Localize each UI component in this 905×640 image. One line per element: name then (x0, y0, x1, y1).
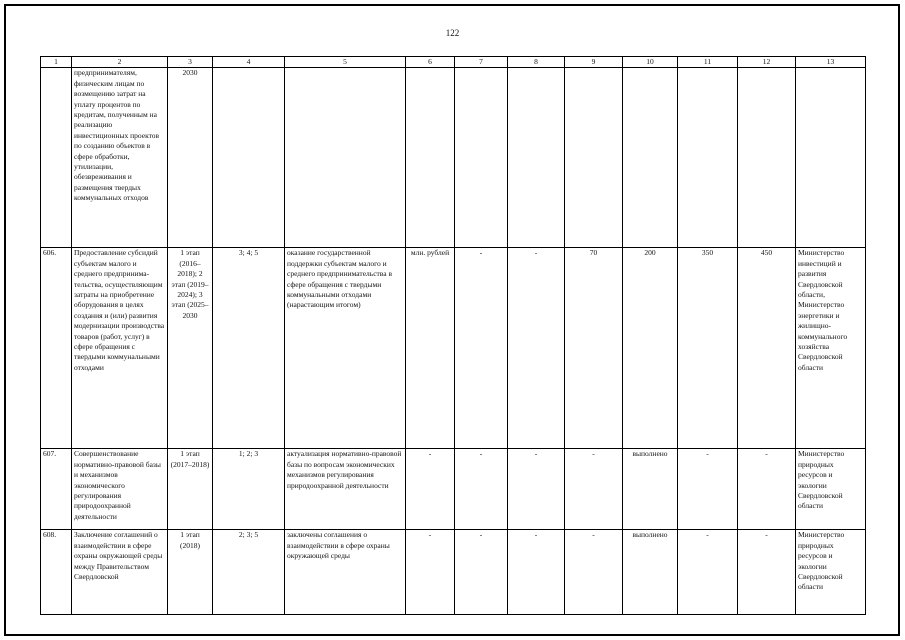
value-cell: - (678, 449, 738, 530)
task-numbers: 3; 4; 5 (213, 248, 285, 449)
unit-of-measure: - (406, 449, 455, 530)
value-cell: 70 (565, 248, 623, 449)
value-cell: - (738, 449, 796, 530)
value-cell (623, 68, 678, 248)
value-cell: выполнено (623, 530, 678, 615)
value-cell: - (565, 530, 623, 615)
table-row (41, 530, 866, 615)
indicator-description: актуализация нормативно-правовой базы по вопросам экономических механизмов регулирования природоохранной деятельности (285, 449, 406, 530)
value-cell: 450 (738, 248, 796, 449)
unit-of-measure: - (406, 530, 455, 615)
implementation-period: 2030 (168, 68, 213, 248)
header-cell: 12 (738, 57, 796, 68)
value-cell: - (738, 530, 796, 615)
responsible-body (796, 68, 866, 248)
table-row (41, 68, 866, 248)
implementation-period: 1 этап (2017–2018) (168, 449, 213, 530)
row-number: 606. (41, 248, 72, 449)
unit-of-measure: млн. рублей (406, 248, 455, 449)
value-cell: - (508, 449, 565, 530)
program-table (40, 56, 866, 615)
header-cell: 4 (213, 57, 285, 68)
header-cell: 1 (41, 57, 72, 68)
value-cell (508, 68, 565, 248)
measure-name: Предоставление субсидий субъектам малого и среднего предпринима-тельства, осуществляющим затраты на приобретение оборудования в целях создания и (или) развития модернизации производства товаров (работ, услуг) в сфере обращения с твердыми коммунальными отходами (72, 248, 168, 449)
task-numbers: 2; 3; 5 (213, 530, 285, 615)
header-cell: 9 (565, 57, 623, 68)
row-number: 607. (41, 449, 72, 530)
header-cell: 10 (623, 57, 678, 68)
header-cell: 3 (168, 57, 213, 68)
value-cell: - (508, 530, 565, 615)
value-cell (678, 68, 738, 248)
header-cell: 6 (406, 57, 455, 68)
task-numbers (213, 68, 285, 248)
unit-of-measure (406, 68, 455, 248)
header-cell: 2 (72, 57, 168, 68)
indicator-description: оказание государственной поддержки субъектам малого и среднего предпринимательства в сфере обращения с твердыми коммунальными отходами (нарастающим итогом) (285, 248, 406, 449)
indicator-description (285, 68, 406, 248)
measure-name: Заключение соглашений о взаимодействии в сфере охраны окружающей среды между Правительством Свердловской (72, 530, 168, 615)
header-row (41, 57, 866, 68)
measure-name: Совершенствование нормативно-правовой базы и механизмов экономического регулирования природоохранной деятельности (72, 449, 168, 530)
value-cell: - (508, 248, 565, 449)
row-number: 608. (41, 530, 72, 615)
implementation-period: 1 этап (2016–2018); 2 этап (2019–2024); 3 этап (2025–2030 (168, 248, 213, 449)
task-numbers: 1; 2; 3 (213, 449, 285, 530)
table-row (41, 248, 866, 449)
responsible-body: Министерство природных ресурсов и экологии Свердловской области (796, 449, 866, 530)
value-cell: - (565, 449, 623, 530)
value-cell (455, 68, 508, 248)
header-cell: 8 (508, 57, 565, 68)
value-cell: 350 (678, 248, 738, 449)
responsible-body: Министерство инвестиций и развития Свердловской области, Министерство энергетики и жилищно-коммунального хозяйства Свердловской области (796, 248, 866, 449)
header-cell: 7 (455, 57, 508, 68)
value-cell: выполнено (623, 449, 678, 530)
header-cell: 5 (285, 57, 406, 68)
indicator-description: заключены соглашения о взаимодействии в сфере охраны окружающей среды (285, 530, 406, 615)
value-cell: - (455, 248, 508, 449)
header-cell: 13 (796, 57, 866, 68)
page-number: 122 (445, 28, 460, 38)
responsible-body: Министерство природных ресурсов и экологии Свердловской области (796, 530, 866, 615)
value-cell: - (678, 530, 738, 615)
value-cell (738, 68, 796, 248)
table-row (41, 449, 866, 530)
implementation-period: 1 этап (2018) (168, 530, 213, 615)
value-cell: 200 (623, 248, 678, 449)
value-cell: - (455, 530, 508, 615)
row-number (41, 68, 72, 248)
measure-name: предпринимателям, физическим лицам по возмещению затрат на уплату процентов по кредитам, полученным на реализацию инвестиционных проектов по созданию объектов в сфере обработки, утилизации, обезвреживания и размещения твердых коммунальных отходов (72, 68, 168, 248)
header-cell: 11 (678, 57, 738, 68)
value-cell (565, 68, 623, 248)
value-cell: - (455, 449, 508, 530)
